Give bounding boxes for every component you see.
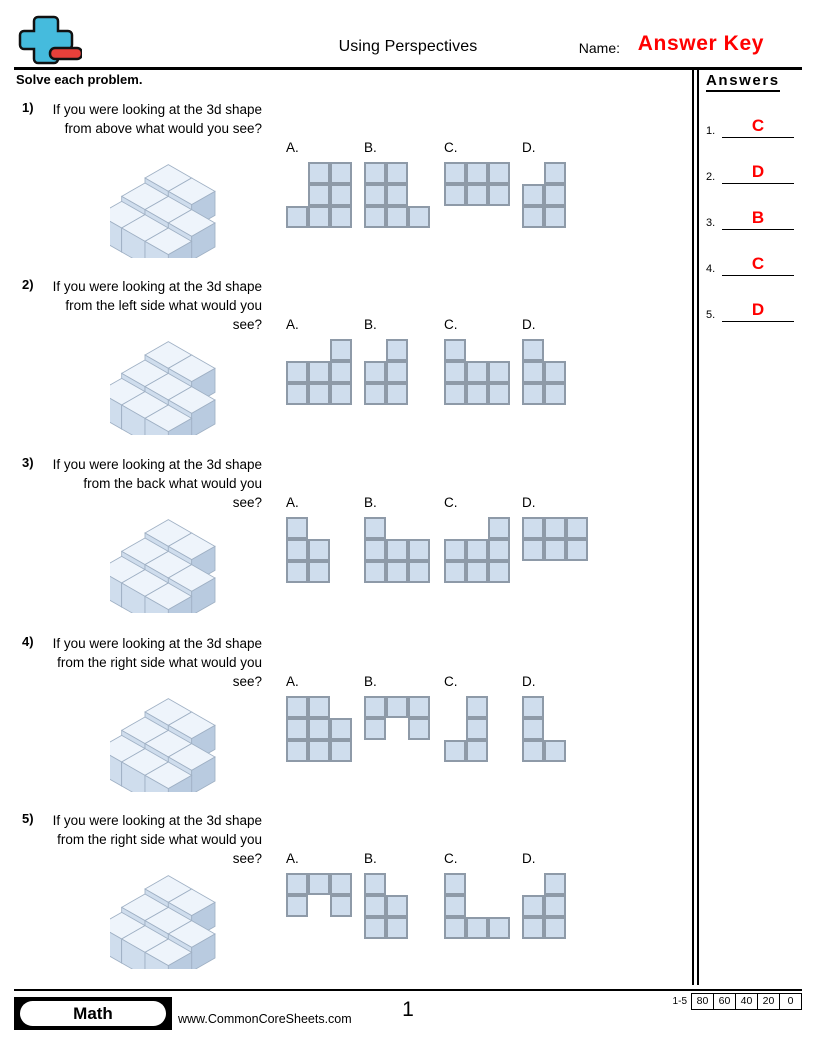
grid-cell (330, 895, 352, 917)
grid-cell (544, 517, 566, 539)
choice-grid-a[interactable] (286, 696, 352, 762)
grid-cell (444, 361, 466, 383)
grid-cell (330, 740, 352, 762)
grid-cell (308, 184, 330, 206)
grid-cell (330, 206, 352, 228)
grid-cell (444, 539, 466, 561)
grid-cell (544, 162, 566, 184)
choice-label-b[interactable]: B. (364, 317, 377, 332)
staircase-cubes-3d (110, 335, 230, 435)
grid-cell (330, 718, 352, 740)
footer-divider (14, 989, 802, 991)
grid-cell (308, 162, 330, 184)
answer-number: 5. (706, 309, 716, 321)
choice-label-b[interactable]: B. (364, 140, 377, 155)
grid-cell (522, 339, 544, 361)
answer-value: C (751, 116, 765, 135)
grid-cell (386, 184, 408, 206)
site-url: www.CommonCoreSheets.com (178, 1012, 352, 1026)
grid-cell (444, 383, 466, 405)
page-title: Using Perspectives (338, 38, 478, 55)
grid-cell (364, 873, 386, 895)
choice-label-c[interactable]: C. (444, 317, 458, 332)
choice-grid-a[interactable] (286, 517, 330, 583)
grid-cell (544, 917, 566, 939)
grid-cell (522, 539, 544, 561)
score-scale (673, 993, 802, 1010)
grid-cell (488, 184, 510, 206)
grid-cell (544, 383, 566, 405)
grid-cell (544, 740, 566, 762)
grid-cell (466, 561, 488, 583)
answer-number: 3. (706, 217, 716, 229)
grid-cell (286, 383, 308, 405)
grid-cell (386, 361, 408, 383)
grid-cell (522, 361, 544, 383)
choice-grid-c[interactable] (444, 517, 510, 583)
grid-cell (386, 917, 408, 939)
choice-label-d[interactable]: D. (522, 851, 536, 866)
grid-cell (544, 539, 566, 561)
choice-grid-c[interactable] (444, 162, 510, 206)
choice-grid-a[interactable] (286, 873, 352, 917)
choice-label-b[interactable]: B. (364, 851, 377, 866)
grid-cell (386, 696, 408, 718)
grid-cell (286, 873, 308, 895)
grid-cell (330, 383, 352, 405)
choice-grid-b[interactable] (364, 162, 430, 228)
choice-grid-b[interactable] (364, 339, 408, 405)
grid-cell (286, 740, 308, 762)
grid-cell (444, 339, 466, 361)
grid-cell (308, 361, 330, 383)
grid-cell (522, 383, 544, 405)
choice-grid-c[interactable] (444, 873, 510, 939)
score-box: 80 (691, 993, 713, 1010)
grid-cell (522, 917, 544, 939)
grid-cell (522, 718, 544, 740)
problem-text: If you were looking at the 3d shape from the left side what would you see? (52, 279, 262, 332)
problem-number: 1) (22, 100, 34, 115)
choice-label-b[interactable]: B. (364, 674, 377, 689)
staircase-cubes-3d (110, 869, 230, 969)
grid-cell (364, 517, 386, 539)
answer-key-stamp: Answer Key (637, 32, 764, 55)
grid-cell (386, 895, 408, 917)
score-box: 20 (757, 993, 779, 1010)
grid-cell (522, 184, 544, 206)
staircase-cubes-3d (110, 513, 230, 613)
grid-cell (364, 917, 386, 939)
grid-cell (364, 895, 386, 917)
grid-cell (330, 339, 352, 361)
answer-value: C (751, 254, 765, 273)
choice-label-a[interactable]: A. (286, 674, 299, 689)
grid-cell (286, 561, 308, 583)
subject-badge-label: Math (20, 1001, 166, 1026)
grid-cell (330, 361, 352, 383)
score-range-label: 1-5 (672, 996, 687, 1007)
answer-number: 1. (706, 125, 716, 137)
score-box: 0 (779, 993, 802, 1010)
grid-cell (364, 561, 386, 583)
grid-cell (466, 361, 488, 383)
grid-cell (522, 517, 544, 539)
problem-number: 2) (22, 277, 34, 292)
grid-cell (544, 184, 566, 206)
grid-cell (544, 361, 566, 383)
grid-cell (544, 206, 566, 228)
grid-cell (330, 162, 352, 184)
grid-cell (466, 383, 488, 405)
grid-cell (488, 383, 510, 405)
grid-cell (364, 184, 386, 206)
choice-grid-b[interactable] (364, 873, 408, 939)
grid-cell (488, 162, 510, 184)
problem-number: 4) (22, 634, 34, 649)
grid-cell (308, 718, 330, 740)
grid-cell (386, 206, 408, 228)
answer-number: 2. (706, 171, 716, 183)
grid-cell (488, 539, 510, 561)
answer-panel-divider-outer (692, 70, 694, 985)
choice-label-a[interactable]: A. (286, 317, 299, 332)
grid-cell (544, 895, 566, 917)
grid-cell (308, 873, 330, 895)
grid-cell (364, 539, 386, 561)
choice-label-d[interactable]: D. (522, 495, 536, 510)
grid-cell (466, 184, 488, 206)
answer-row (706, 248, 794, 276)
answer-number: 4. (706, 263, 716, 275)
answer-row (706, 110, 794, 138)
grid-cell (408, 539, 430, 561)
score-box: 40 (735, 993, 757, 1010)
answer-row (706, 202, 794, 230)
grid-cell (286, 517, 308, 539)
grid-cell (308, 383, 330, 405)
choice-grid-c[interactable] (444, 696, 488, 762)
choice-label-c[interactable]: C. (444, 140, 458, 155)
grid-cell (364, 162, 386, 184)
grid-cell (444, 917, 466, 939)
grid-cell (330, 873, 352, 895)
grid-cell (544, 873, 566, 895)
grid-cell (444, 162, 466, 184)
grid-cell (386, 561, 408, 583)
grid-cell (408, 206, 430, 228)
choice-label-a[interactable]: A. (286, 851, 299, 866)
grid-cell (386, 162, 408, 184)
choice-label-a[interactable]: A. (286, 495, 299, 510)
choice-grid-b[interactable] (364, 517, 430, 583)
choice-grid-d[interactable] (522, 339, 566, 405)
grid-cell (308, 539, 330, 561)
grid-cell (364, 361, 386, 383)
choice-grid-a[interactable] (286, 339, 352, 405)
problem-number: 5) (22, 811, 34, 826)
choice-label-d[interactable]: D. (522, 317, 536, 332)
grid-cell (444, 895, 466, 917)
header-divider (14, 67, 802, 70)
grid-cell (466, 740, 488, 762)
staircase-cubes-3d (110, 692, 230, 792)
choice-label-c[interactable]: C. (444, 674, 458, 689)
grid-cell (488, 561, 510, 583)
answer-row (706, 294, 794, 322)
grid-cell (286, 539, 308, 561)
grid-cell (386, 539, 408, 561)
grid-cell (286, 895, 308, 917)
answer-panel-divider-inner (697, 70, 699, 985)
grid-cell (308, 561, 330, 583)
choice-label-c[interactable]: C. (444, 851, 458, 866)
name-label: Name: (578, 40, 620, 56)
grid-cell (330, 184, 352, 206)
answer-row (706, 156, 794, 184)
choice-grid-c[interactable] (444, 339, 510, 405)
choice-grid-b[interactable] (364, 696, 430, 740)
instructions-text: Solve each problem. (16, 72, 143, 87)
choice-label-a[interactable]: A. (286, 140, 299, 155)
grid-cell (408, 696, 430, 718)
choice-grid-a[interactable] (286, 162, 352, 228)
staircase-cubes-3d (110, 158, 230, 258)
grid-cell (444, 873, 466, 895)
grid-cell (488, 917, 510, 939)
grid-cell (308, 696, 330, 718)
grid-cell (408, 561, 430, 583)
problem-text: If you were looking at the 3d shape from the back what would you see? (52, 457, 262, 510)
grid-cell (408, 718, 430, 740)
grid-cell (364, 383, 386, 405)
grid-cell (566, 539, 588, 561)
grid-cell (308, 206, 330, 228)
grid-cell (444, 740, 466, 762)
choice-label-d[interactable]: D. (522, 674, 536, 689)
worksheet-header (14, 10, 802, 68)
page-number: 1 (402, 998, 414, 1021)
grid-cell (286, 696, 308, 718)
score-box: 60 (713, 993, 735, 1010)
grid-cell (466, 718, 488, 740)
grid-cell (308, 740, 330, 762)
grid-cell (364, 206, 386, 228)
grid-cell (364, 696, 386, 718)
grid-cell (364, 718, 386, 740)
grid-cell (522, 696, 544, 718)
answer-value: D (751, 162, 765, 181)
answer-value: B (751, 208, 765, 227)
choice-grid-d[interactable] (522, 696, 566, 762)
problem-text: If you were looking at the 3d shape from the right side what would you see? (52, 636, 262, 689)
grid-cell (444, 184, 466, 206)
grid-cell (466, 162, 488, 184)
grid-cell (566, 517, 588, 539)
grid-cell (522, 895, 544, 917)
grid-cell (522, 206, 544, 228)
grid-cell (466, 917, 488, 939)
choice-grid-d[interactable] (522, 162, 566, 228)
grid-cell (286, 206, 308, 228)
grid-cell (444, 561, 466, 583)
answers-panel (692, 70, 802, 985)
grid-cell (488, 517, 510, 539)
choice-label-d[interactable]: D. (522, 140, 536, 155)
problem-number: 3) (22, 455, 34, 470)
grid-cell (286, 718, 308, 740)
answer-value: D (751, 300, 765, 319)
problem-text: If you were looking at the 3d shape from above what would you see? (52, 102, 262, 136)
problem-text: If you were looking at the 3d shape from the right side what would you see? (52, 813, 262, 866)
choice-grid-d[interactable] (522, 873, 566, 939)
choice-label-b[interactable]: B. (364, 495, 377, 510)
grid-cell (522, 740, 544, 762)
grid-cell (386, 339, 408, 361)
grid-cell (488, 361, 510, 383)
choice-grid-d[interactable] (522, 517, 588, 561)
grid-cell (386, 383, 408, 405)
answers-heading: Answers (706, 72, 780, 92)
grid-cell (466, 539, 488, 561)
choice-label-c[interactable]: C. (444, 495, 458, 510)
grid-cell (286, 361, 308, 383)
grid-cell (466, 696, 488, 718)
